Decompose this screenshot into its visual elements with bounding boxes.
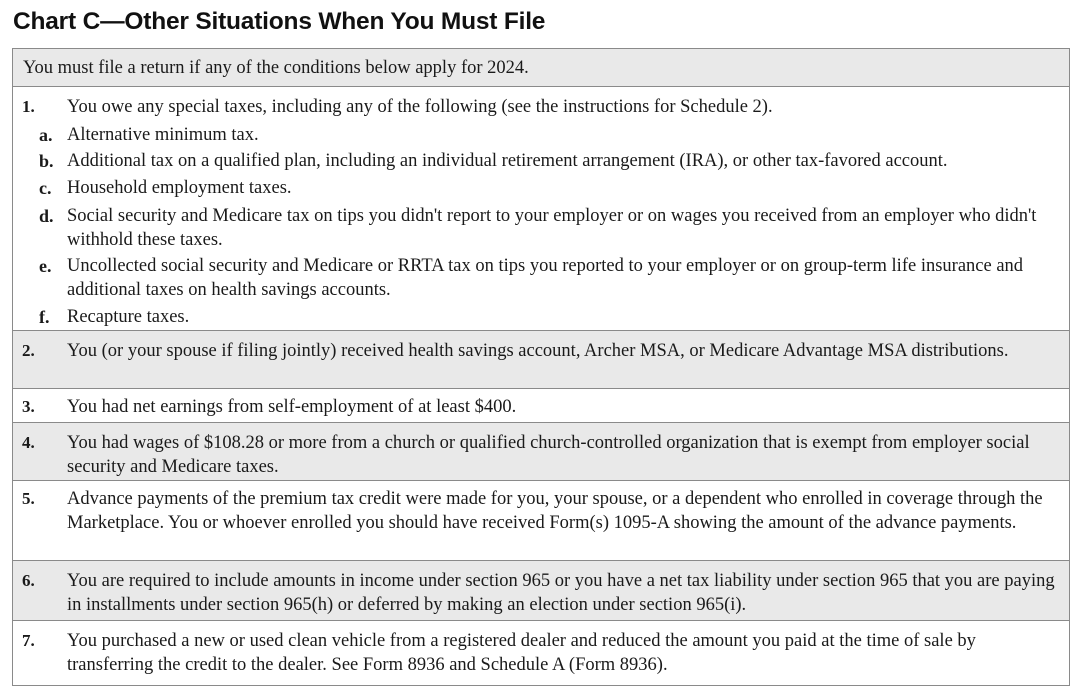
item-text: You (or your spouse if filing jointly) received health savings account, Archer MSA, or Medicare Advantage MSA distributions. — [67, 341, 1009, 361]
item-text: You had net earnings from self-employment of at least $400. — [67, 397, 517, 417]
item-text: You are required to include amounts in income under section 965 or you have a net tax liability under section 965 that you are paying in installments under section 965(h) or deferred by making an election under section 965(i). — [67, 571, 1055, 615]
subitem-letter: e. — [39, 256, 52, 276]
item-number: 3. — [22, 397, 35, 416]
item-number: 5. — [22, 489, 35, 508]
subitem-text: Alternative minimum tax. — [67, 125, 259, 145]
subitem-text: Uncollected social security and Medicare or RRTA tax on tips you reported to your employer or on group-term life insurance and additional taxes on health savings accounts. — [67, 256, 1024, 300]
subitem-text: Household employment taxes. — [67, 178, 292, 198]
page-title: Chart C—Other Situations When You Must File — [13, 8, 546, 35]
item-text: You had wages of $108.28 or more from a church or qualified church-controlled organization that is exempt from employer social security and Medicare taxes. — [67, 433, 1030, 477]
intro-row: You must file a return if any of the conditions below apply for 2024. — [13, 49, 1069, 87]
item-text: Advance payments of the premium tax credit were made for you, your spouse, or a dependent who enrolled in coverage through the Marketplace. You or whoever enrolled you should have received Form(s) 1095-A showing the amount of the advance payments. — [67, 489, 1043, 533]
chart-c-table — [12, 48, 1070, 686]
table-row-7 — [13, 621, 1069, 685]
subitem-letter: a. — [39, 125, 53, 145]
item-text: You owe any special taxes, including any of the following (see the instructions for Schedule 2). — [67, 97, 773, 117]
subitem-text: Recapture taxes. — [67, 307, 190, 327]
item-number: 6. — [22, 571, 35, 590]
table-row-3 — [13, 389, 1069, 423]
item-number: 2. — [22, 341, 35, 360]
subitem-letter: b. — [39, 151, 54, 171]
subitem-text: Additional tax on a qualified plan, including an individual retirement arrangement (IRA), or other tax-favored account. — [67, 151, 948, 171]
item-text: You purchased a new or used clean vehicle from a registered dealer and reduced the amount you paid at the time of sale by transferring the credit to the dealer. See Form 8936 and Schedule A (Form 8936). — [67, 631, 976, 675]
item-number: 1. — [22, 97, 35, 116]
item-number: 4. — [22, 433, 35, 452]
subitem-text: Social security and Medicare tax on tips you didn't report to your employer or on wages you received from an employer who didn't withhold these taxes. — [67, 206, 1037, 250]
table-row-4 — [13, 423, 1069, 481]
table-row-5 — [13, 481, 1069, 561]
table-row-2 — [13, 331, 1069, 389]
subitem-letter: f. — [39, 307, 50, 327]
table-row-1 — [13, 87, 1069, 331]
subitem-letter: c. — [39, 178, 52, 198]
subitem-letter: d. — [39, 206, 54, 226]
item-number: 7. — [22, 631, 35, 650]
table-row-6 — [13, 561, 1069, 621]
